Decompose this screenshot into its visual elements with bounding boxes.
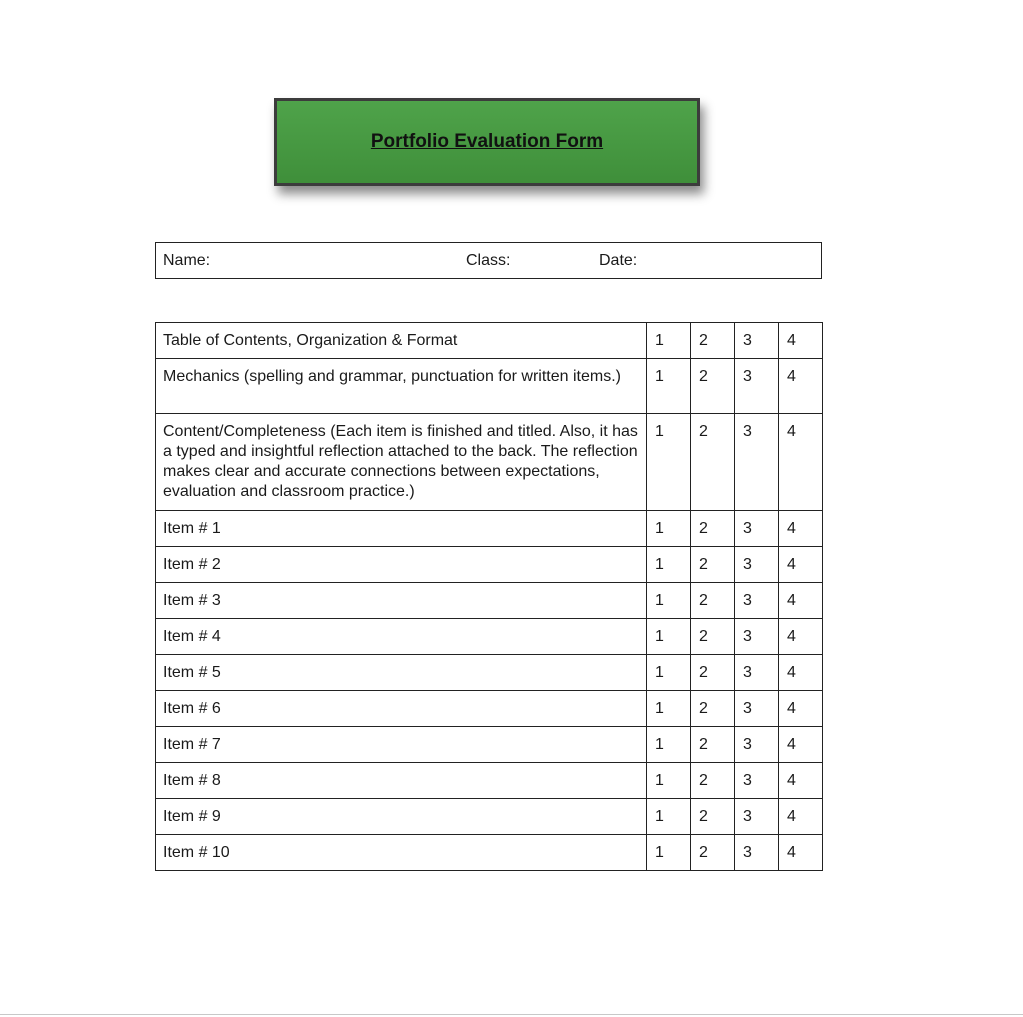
- score-cell: 3: [735, 727, 779, 763]
- table-row: [156, 547, 823, 583]
- score-cell: 2: [691, 359, 735, 414]
- score-cell: 1: [647, 799, 691, 835]
- score-cell: 1: [647, 691, 691, 727]
- criterion-cell: Item # 7: [156, 727, 647, 763]
- score-cell: 3: [735, 511, 779, 547]
- score-cell: 1: [647, 511, 691, 547]
- score-cell: 4: [779, 619, 823, 655]
- table-row: [156, 763, 823, 799]
- score-cell: 3: [735, 799, 779, 835]
- score-cell: 3: [735, 547, 779, 583]
- score-cell: 4: [779, 691, 823, 727]
- score-cell: 3: [735, 619, 779, 655]
- criterion-cell: Item # 10: [156, 835, 647, 871]
- score-cell: 2: [691, 727, 735, 763]
- score-cell: 3: [735, 655, 779, 691]
- score-cell: 3: [735, 763, 779, 799]
- score-cell: 4: [779, 835, 823, 871]
- table-row: [156, 727, 823, 763]
- score-cell: 3: [735, 835, 779, 871]
- score-cell: 2: [691, 763, 735, 799]
- score-cell: 1: [647, 583, 691, 619]
- score-cell: 4: [779, 655, 823, 691]
- page-title: Portfolio Evaluation Form: [370, 131, 604, 152]
- score-cell: 1: [647, 727, 691, 763]
- table-row: [156, 655, 823, 691]
- score-cell: 1: [647, 359, 691, 414]
- score-cell: 4: [779, 583, 823, 619]
- table-row: [156, 691, 823, 727]
- table-row: [156, 323, 823, 359]
- score-cell: 2: [691, 414, 735, 511]
- score-cell: 3: [735, 583, 779, 619]
- score-cell: 4: [779, 547, 823, 583]
- criterion-cell: Item # 6: [156, 691, 647, 727]
- score-cell: 1: [647, 763, 691, 799]
- score-cell: 2: [691, 547, 735, 583]
- criterion-cell: Table of Contents, Organization & Format: [156, 323, 647, 359]
- table-row: [156, 414, 823, 511]
- criterion-cell: Item # 2: [156, 547, 647, 583]
- table-row: [156, 835, 823, 871]
- score-cell: 4: [779, 359, 823, 414]
- score-cell: 4: [779, 414, 823, 511]
- score-cell: 2: [691, 583, 735, 619]
- score-cell: 4: [779, 727, 823, 763]
- score-cell: 4: [779, 323, 823, 359]
- score-cell: 1: [647, 323, 691, 359]
- criterion-cell: Item # 8: [156, 763, 647, 799]
- score-cell: 4: [779, 799, 823, 835]
- table-row: [156, 359, 823, 414]
- score-cell: 2: [691, 835, 735, 871]
- score-cell: 1: [647, 835, 691, 871]
- score-cell: 2: [691, 655, 735, 691]
- criterion-cell: Item # 3: [156, 583, 647, 619]
- table-row: [156, 511, 823, 547]
- score-cell: 3: [735, 414, 779, 511]
- table-row: [156, 583, 823, 619]
- score-cell: 2: [691, 619, 735, 655]
- score-cell: 2: [691, 799, 735, 835]
- criterion-cell: Item # 4: [156, 619, 647, 655]
- score-cell: 3: [735, 359, 779, 414]
- page-divider: [0, 1014, 1023, 1015]
- student-info-box: [155, 242, 822, 279]
- criterion-cell: Item # 5: [156, 655, 647, 691]
- table-row: [156, 619, 823, 655]
- name-label: Name:: [163, 252, 211, 269]
- title-banner: [274, 98, 700, 186]
- score-cell: 3: [735, 691, 779, 727]
- score-cell: 4: [779, 763, 823, 799]
- score-cell: 3: [735, 323, 779, 359]
- score-cell: 2: [691, 511, 735, 547]
- score-cell: 1: [647, 655, 691, 691]
- date-label: Date:: [599, 252, 638, 269]
- score-cell: 2: [691, 323, 735, 359]
- score-cell: 1: [647, 414, 691, 511]
- class-label: Class:: [466, 252, 511, 269]
- rubric-table: [155, 322, 823, 871]
- criterion-cell: Mechanics (spelling and grammar, punctuation for written items.): [156, 359, 647, 414]
- criterion-cell: Item # 1: [156, 511, 647, 547]
- score-cell: 4: [779, 511, 823, 547]
- criterion-cell: Content/Completeness (Each item is finished and titled. Also, it has a typed and insightful reflection attached to the back. The reflection makes clear and accurate connections between expectations, evaluation and classroom practice.): [156, 414, 647, 511]
- score-cell: 1: [647, 619, 691, 655]
- table-row: [156, 799, 823, 835]
- criterion-cell: Item # 9: [156, 799, 647, 835]
- score-cell: 1: [647, 547, 691, 583]
- score-cell: 2: [691, 691, 735, 727]
